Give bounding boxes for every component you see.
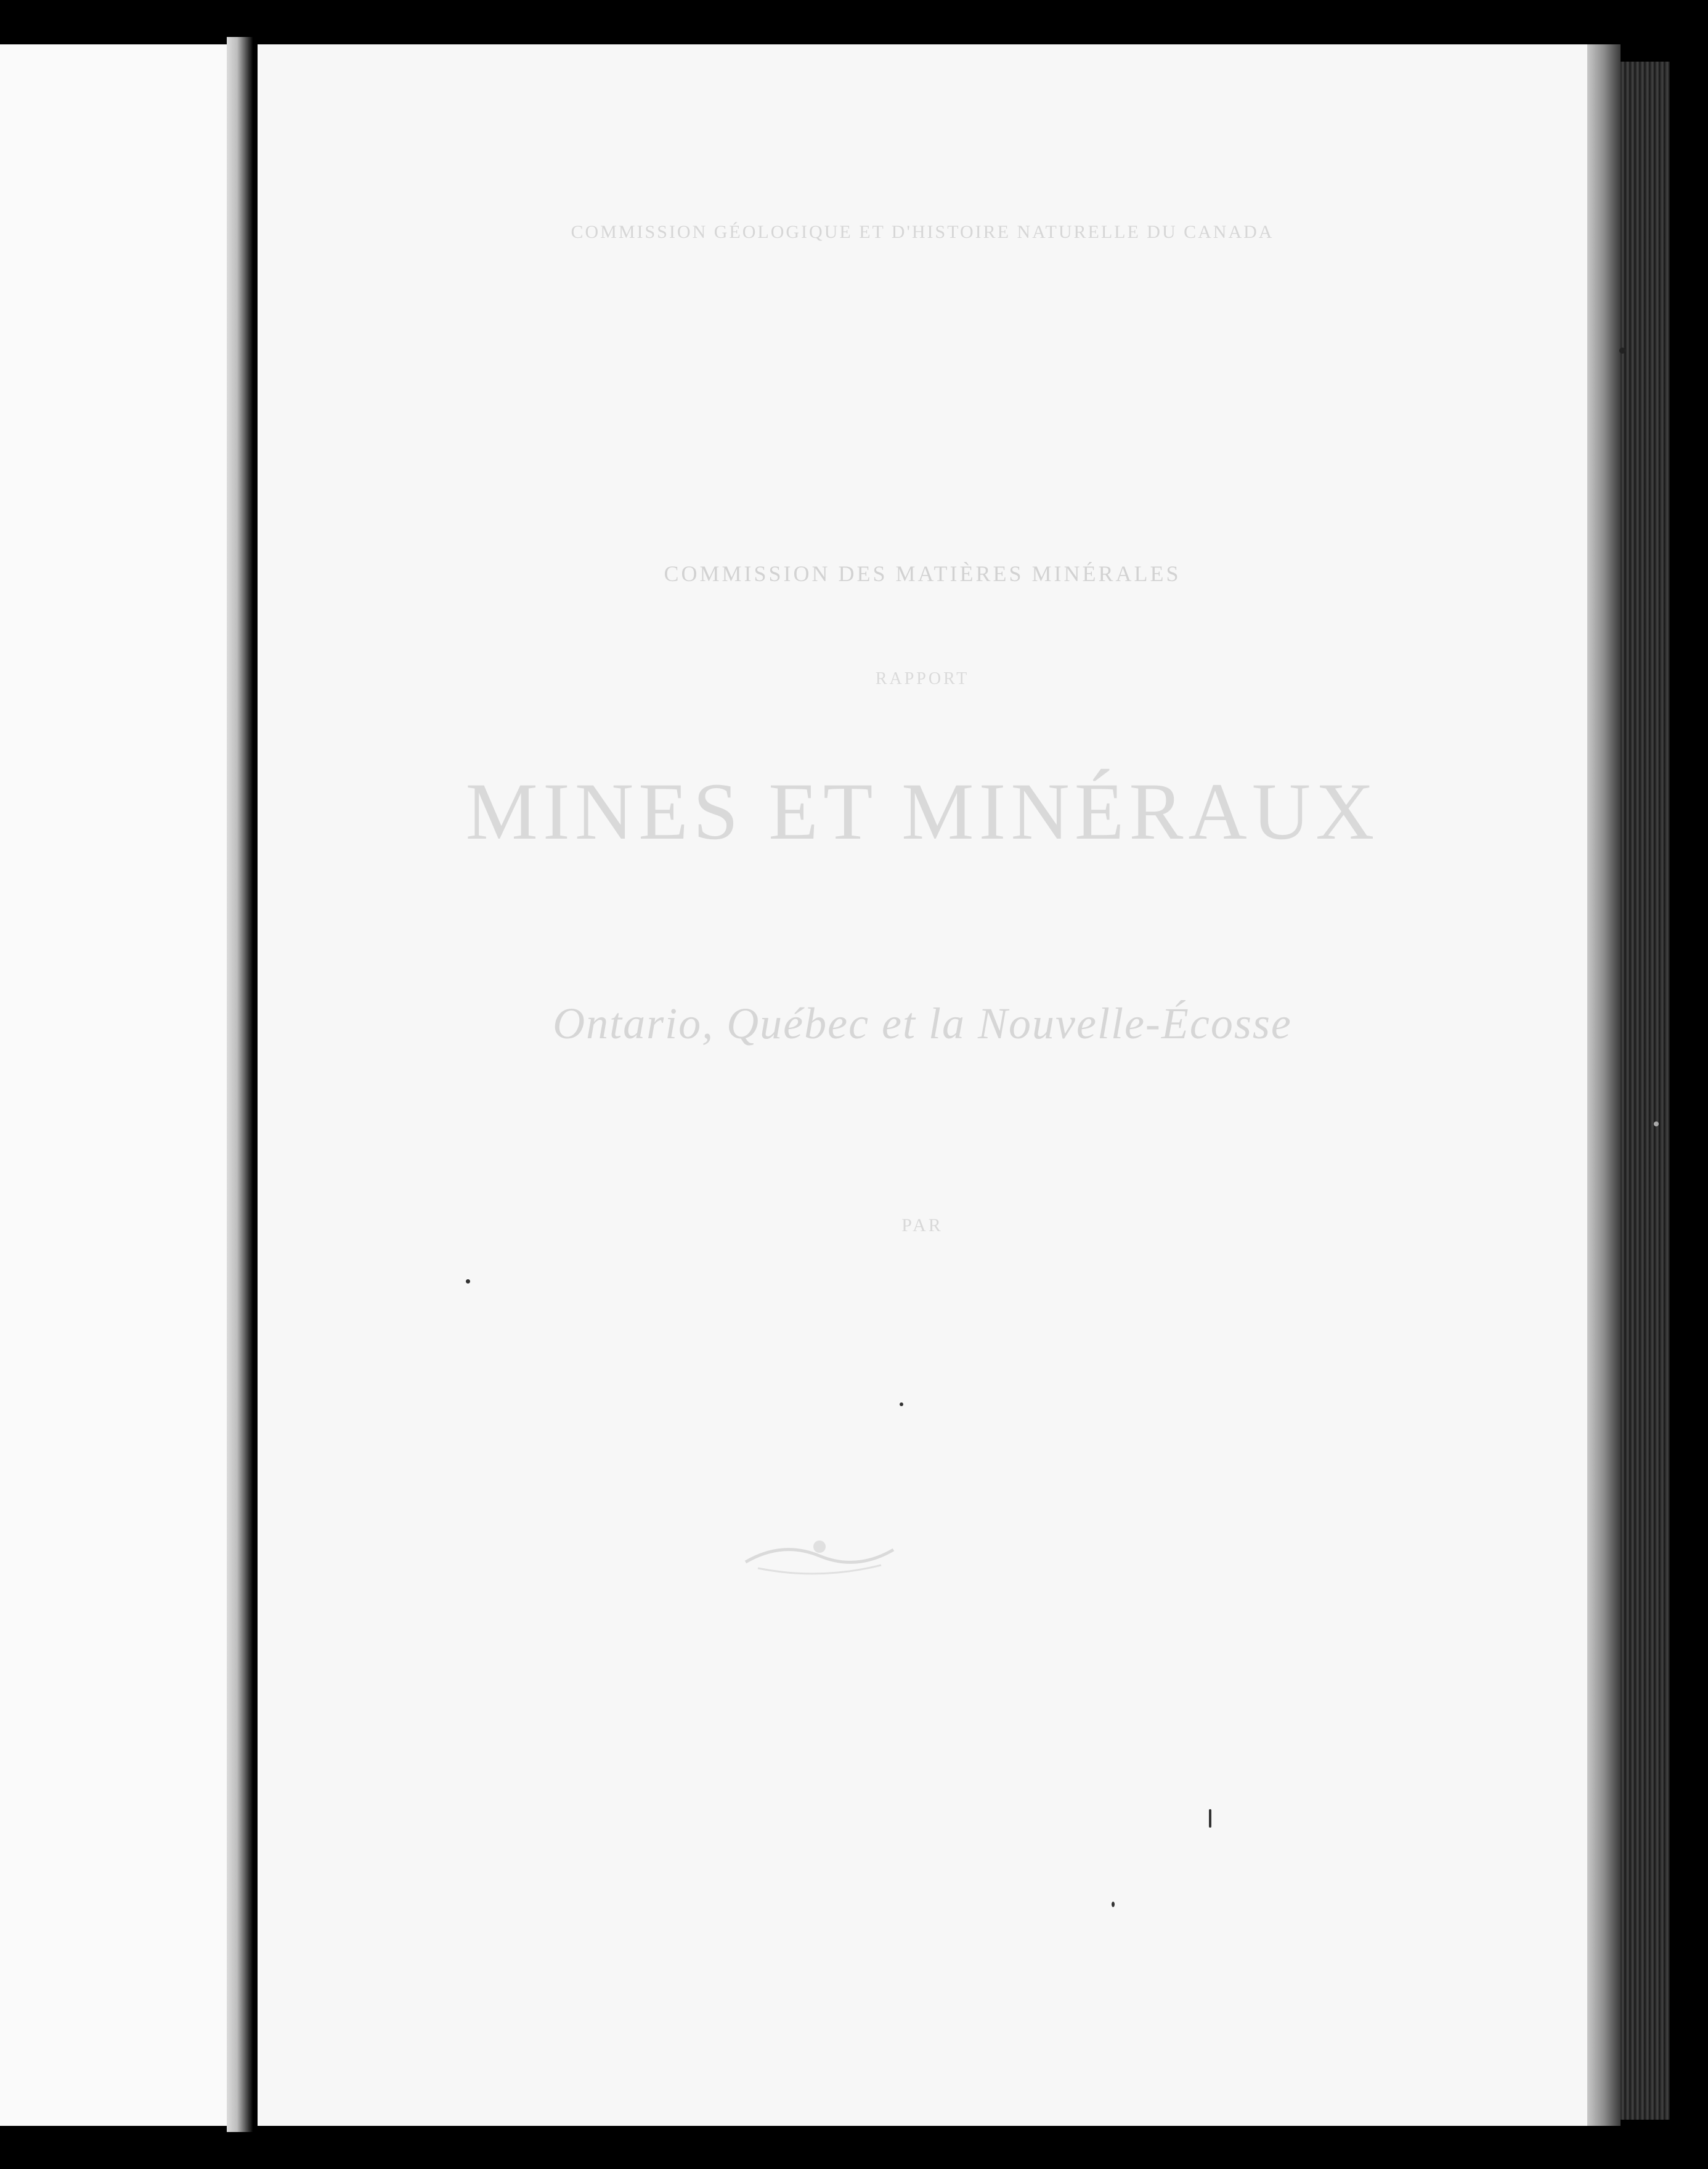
page-stack-edge (1621, 62, 1670, 2120)
scan-speck (466, 1279, 470, 1284)
printer-ornament-icon (721, 1528, 918, 1584)
page-edge (1587, 44, 1621, 2126)
region-subtitle: Ontario, Québec et la Nouvelle-Écosse (553, 999, 1292, 1048)
scan-speck (1654, 1121, 1659, 1126)
left-page (0, 44, 227, 2126)
main-title: MINES ET MINÉRAUX (465, 766, 1380, 857)
scan-speck (1209, 1809, 1211, 1828)
scan-speck (900, 1402, 903, 1406)
publisher-header: COMMISSION GÉOLOGIQUE ET D'HISTOIRE NATURELLE DU CANADA (571, 222, 1274, 242)
commission-line: COMMISSION DES MATIÈRES MINÉRALES (664, 561, 1181, 586)
by-label: PAR (901, 1215, 943, 1235)
scan-speck (1619, 348, 1625, 354)
title-page (258, 44, 1587, 2126)
report-label: RAPPORT (875, 669, 970, 688)
book-gutter (227, 37, 253, 2132)
scan-speck (1112, 1902, 1115, 1907)
